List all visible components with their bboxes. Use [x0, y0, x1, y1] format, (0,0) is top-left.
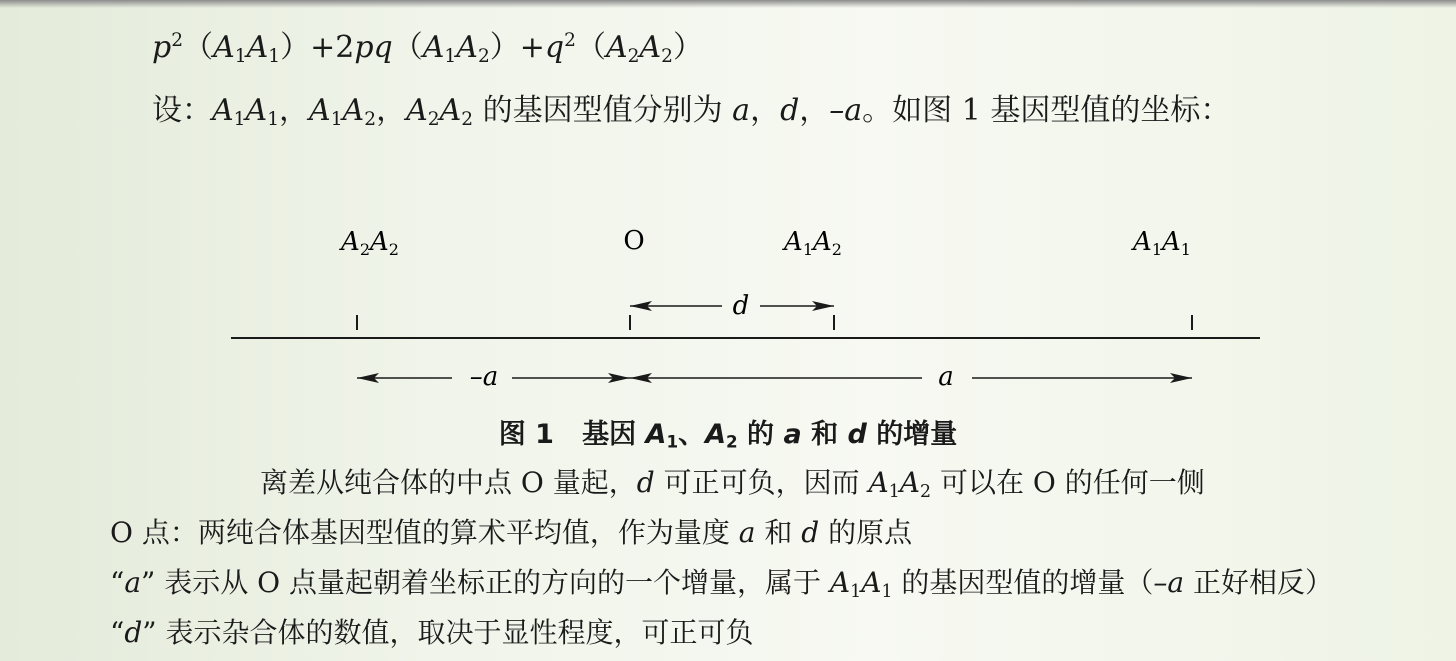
- paragraph-a-definition: “a” 表示从 O 点量起朝着坐标正的方向的一个增量，属于 $A_1A_1$ 的基因型值的增量（–a 正好相反）: [110, 566, 1333, 602]
- paragraph-origin-point: O 点：两纯合体基因型值的算术平均值，作为量度 a 和 d 的原点: [110, 516, 913, 549]
- label-a1a2: A1A2: [784, 227, 842, 259]
- label-a1a1: A1A1: [1133, 227, 1191, 259]
- figure-caption: 图 1 基因 $A_1$、$A_2$ 的 a 和 d 的增量: [498, 419, 958, 452]
- paragraph-deviation: 离差从纯合体的中点 O 量起，d 可正可负，因而 $A_1A_2$ 可以在 O 的任何一侧: [260, 466, 1205, 502]
- paragraph-d-definition: “d” 表示杂合体的数值，取决于显性程度，可正可负: [110, 616, 754, 649]
- label-a2a2: A2A2: [341, 227, 399, 259]
- genotype-value-intro: 设：$A_1A_1$，$A_1A_2$，$A_2A_2$ 的基因型值分别为 a，d，–a。如图 1 基因型值的坐标：: [152, 93, 1231, 131]
- arrow-d-label: d: [732, 291, 750, 321]
- arrow-a-label: a: [938, 362, 954, 392]
- arrow-neg-a-label: –a: [469, 362, 499, 392]
- label-origin-o: O: [623, 226, 645, 256]
- genotype-frequency-formula: $p^2(A_1A_1)+2pq(A_1A_2)+q^2(A_2A_2)$: [152, 29, 704, 68]
